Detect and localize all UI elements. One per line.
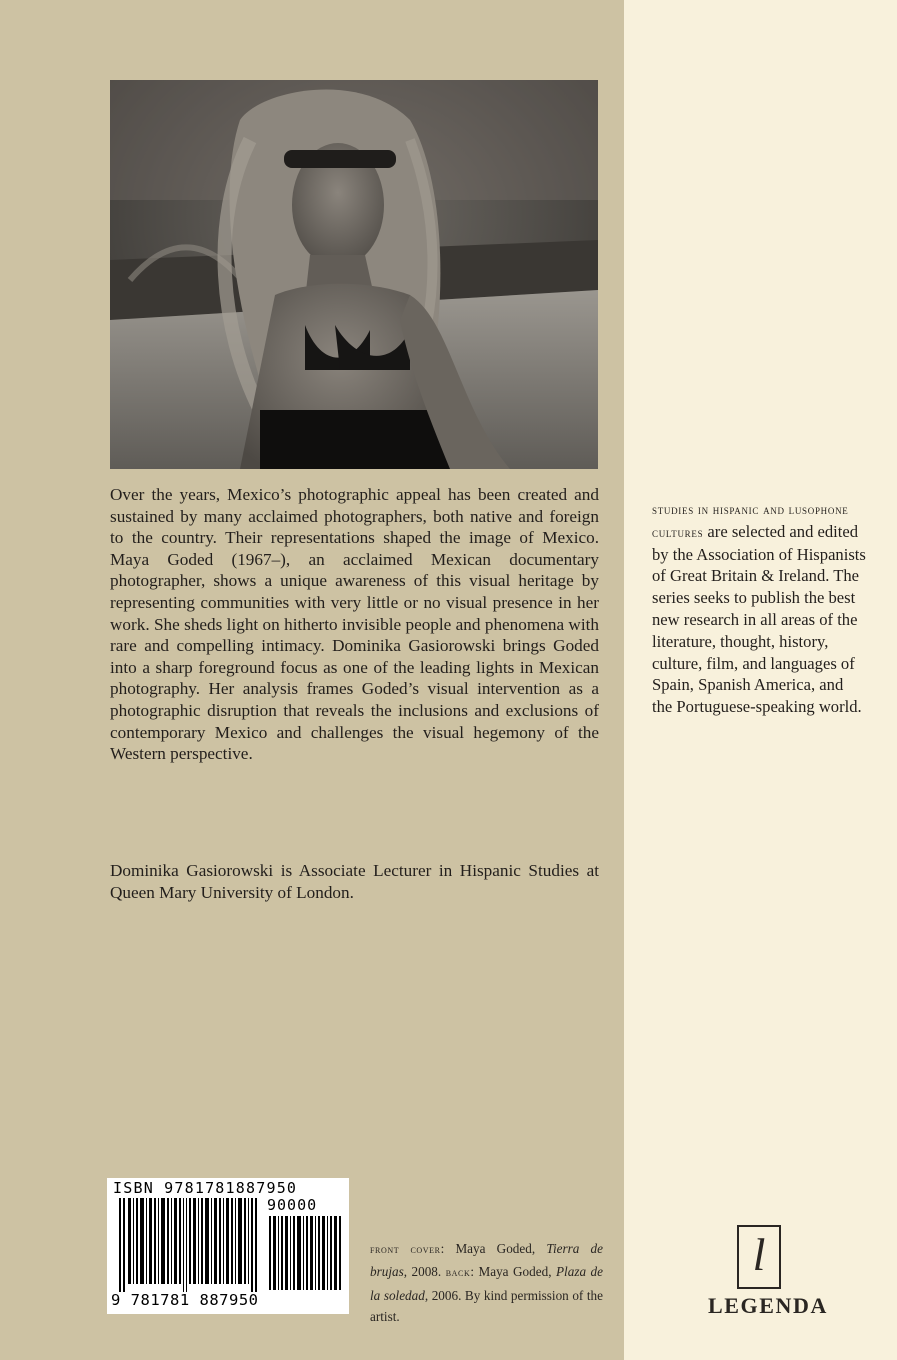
book-description: Over the years, Mexico’s photographic appeal has been created and sustained by many acclaimed photographers, both native and foreign to the country. Their representations shaped the image of Mexico. Maya Goded (1967–), an acclaimed Mexican documentary photographer, shows a unique awareness of this visual heritage by representing communities with very little or no visual presence in her work. She sheds light on hitherto invisible people and phenomena with rare and compelling intimacy. Dominika Gasiorowski brings Goded into a sharp foreground focus as one of the leading lights in Mexican photography. Her analysis frames Goded’s visual intervention as a photographic disruption that reveals the inclusions and exclusions of contemporary Mexico and challenges the visual hegemony of the Western perspective. (110, 485, 599, 764)
back-cover-text: : Maya Goded, (470, 1264, 556, 1280)
isbn-label: ISBN 9781781887950 (113, 1179, 298, 1197)
front-cover-text: : Maya Goded, (440, 1241, 547, 1256)
back-cover-label: back (445, 1267, 471, 1280)
barcode-addon-bars-icon (269, 1216, 341, 1290)
front-cover-label: front cover (370, 1244, 441, 1256)
author-bio: Dominika Gasiorowski is Associate Lecturer in Hispanic Studies at Queen Mary University of London. (110, 861, 599, 902)
logo-letter: l (752, 1229, 766, 1280)
series-text: are selected and edited by the Association of Hispanists of Great Britain & Ireland. The series seeks to publish the best new research in all areas of the literature, thought, history, culture, film, and languages of Spain, Spanish America, and the Portuguese-speaking world. (652, 521, 866, 717)
cover-credits (370, 1238, 603, 1328)
isbn-barcode (107, 1178, 349, 1314)
back-cover-title: Plaza de la soledad (370, 1264, 603, 1303)
isbn-digits: 9 781781 887950 (111, 1291, 259, 1309)
publisher-logo-icon (737, 1225, 781, 1289)
barcode-bars-icon (119, 1198, 257, 1292)
front-cover-year: , 2008. (403, 1264, 446, 1280)
publisher-name: LEGENDA (708, 1293, 828, 1318)
front-cover-title: Tierra de brujas (370, 1241, 603, 1280)
isbn-addon-number: 90000 (267, 1196, 318, 1214)
portrait-photo-icon (110, 80, 598, 469)
series-name: studies in hispanic and lusophone cultures (652, 502, 849, 540)
back-cover-permission: , 2006. By kind permission of the artist. (370, 1287, 603, 1325)
cover-photograph (110, 80, 598, 469)
series-description (652, 498, 867, 718)
